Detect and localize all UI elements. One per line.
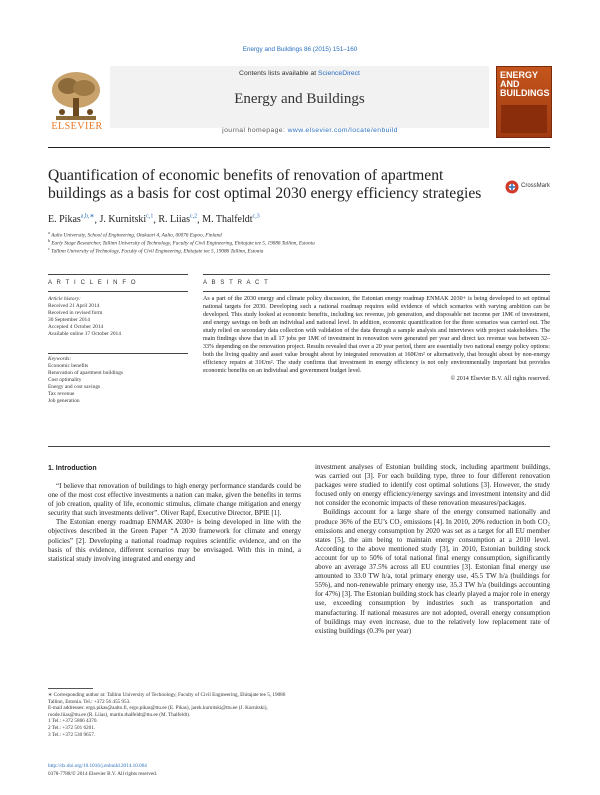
keyword: Energy and cost savings [48, 384, 101, 390]
body-paragraph: investment analyses of Estonian building stock, including apartment buildings, was carried out [3]. For each building type, three to four different renovation packages were studied to identify cost optimal solutions [3]. However, the study focused only on energy efficiency/energy savings and investment intensity and did not consider the economic impacts of these renovation measures/packages. [315, 463, 550, 508]
keyword: Job generation [48, 398, 80, 404]
history-label: Article history: [48, 296, 81, 302]
cover-image-block [501, 105, 547, 133]
body-right-column [315, 463, 550, 636]
footnotes [48, 692, 301, 738]
keyword: Renovation of apartment buildings [48, 370, 124, 376]
body-paragraph: The Estonian energy roadmap ENMAK 2030+ is being developed in line with the objectives described in the Green Paper “A 2030 framework for climate and energy policies” [2]. Developing a national roadmap requires scientific evidence, and on the basis of this evidence, different scenarios may be envisaged. With this in mind, a statistical study involving integrated and energy and [48, 518, 301, 563]
journal-cover-thumbnail [496, 66, 552, 138]
article-info-heading: A R T I C L E I N F O [48, 280, 138, 286]
contents-prefix: Contents lists available at [239, 70, 319, 77]
footnote: ∗ Corresponding author at: Tallinn University of Technology, Faculty of Civil Engineering, Ehitajate tee 5, 19086 Tallinn, Estonia. Tel.: +372 56 455 953. [48, 692, 286, 705]
header-divider [48, 147, 550, 148]
article-title: Quantification of economic benefits of renovation of apartment buildings as a basis for cost optimal 2030 energy efficiency strategies [48, 167, 482, 202]
footnote: 2 Tel.: +372 501 6201. [48, 724, 96, 731]
abstract-copyright: © 2014 Elsevier B.V. All rights reserved. [450, 376, 550, 383]
author-3[interactable]: M. Thalfeldt$^{c,3}$ [202, 214, 260, 226]
info-rule-top [48, 274, 188, 275]
history-item: Received 21 April 2014 [48, 303, 100, 309]
affiliation-c: $^c$ Tallinn University of Technology, Faculty of Civil Engineering, Ehitajate tee 5, 19086 Tallinn, Estonia [48, 246, 264, 255]
footnote: 1 Tel.: +372 5866 4370. [48, 718, 98, 725]
body-paragraph: “I believe that renovation of buildings to high energy performance standards could be one of the most cost effective investments a nation can make, given the benefits in terms of job creation, quality of life, economic stimulus, climate change mitigation and energy security that such investments deliver”. Oliver Rapf, Executive Director, BPIE [1]. [48, 482, 301, 518]
history-item: Received in revised form [48, 310, 103, 316]
history-item: 30 September 2014 [48, 317, 90, 323]
article-history [48, 296, 188, 338]
history-item: Accepted 4 October 2014 [48, 324, 104, 330]
crossmark-badge[interactable] [505, 180, 551, 194]
info-rule-sep [48, 353, 188, 354]
publisher-wordmark: ELSEVIER [51, 121, 103, 132]
doi-link[interactable]: http://dx.doi.org/10.1016/j.enbuild.2014.10.004 [48, 763, 147, 769]
author-0[interactable]: E. Pikas$^{a,b,∗}$ [48, 214, 95, 226]
footnote: E-mail addresses: ergo.pikas@aalto.fi, ergo.pikas@ttu.ee (E. Pikas), jarek.kurnitski@ttu.ee (J. Kurnitski), roode.liias@ttu.ee (R. Liias), martin.thalfeldt@ttu.ee (M. Thalfeldt). [48, 705, 268, 718]
footnote: 3 Tel.: +372 530 9657. [48, 731, 96, 738]
sciencedirect-link[interactable]: ScienceDirect [318, 70, 360, 77]
issn-copyright: 0378-7788/© 2014 Elsevier B.V. All rights reserved. [48, 771, 158, 777]
journal-homepage [155, 127, 465, 134]
abstract-rule-mid [203, 291, 550, 292]
keyword: Economic benefits [48, 363, 89, 369]
author-2[interactable]: R. Liias$^{c,2}$ [158, 214, 198, 226]
footnote-rule [48, 688, 93, 689]
affiliation-b: $^b$ Early Stage Researcher, Tallinn University of Technology, Faculty of Civil Engineering, Ehitajate tee 5, 19086 Tallinn, Estonia [48, 238, 315, 247]
elsevier-tree-logo [48, 68, 104, 126]
keyword: Tax revenue [48, 391, 75, 397]
author-1[interactable]: J. Kurnitski$^{c,1}$ [99, 214, 154, 226]
keyword: Cost optimality [48, 377, 82, 383]
history-item: Available online 17 October 2014 [48, 331, 121, 337]
abstract-rule-top [203, 274, 550, 275]
section-heading-introduction: 1. Introduction [48, 465, 97, 472]
homepage-link[interactable]: www.elsevier.com/locate/enbuild [287, 127, 398, 134]
crossmark-label: CrossMark [521, 183, 551, 189]
info-rule-mid [48, 291, 188, 292]
journal-reference[interactable]: Energy and Buildings 86 (2015) 151–160 [242, 46, 358, 53]
abstract-body [203, 295, 550, 384]
body-paragraph: Buildings account for a large share of the energy consumed nationally and produce 36% of the EU’s CO₂ emissions [4]. In 2010, 20% reduction in both CO₂ emissions and energy consumption by 2020 was set as a target for all EU member states [5], the aim being to maintain energy consumption at a 2010 level. According to the above mentioned study [3], in 2010, Estonian building stock account for up to 50% of total national final energy consumption, significantly above an average 37.5% across all EU countries [3]. Estonian final energy use amounted to 33.0 TW h/a, total primary energy use, 45.5 TW h/a (buildings for 55%), and non-renewable primary energy use, 35.3 TW h/a (buildings accounting for 47%) [3]. The Estonian building stock has clearly played a major role in energy use, exceeding consumption by industries such as transportation and manufacturing. If national measures are not adopted, overall energy consumption of buildings may even increase, due to the relatively low replacement rate of existing buildings (0.3% per year) [315, 508, 550, 635]
contents-line [110, 70, 489, 77]
body-left-column [48, 482, 301, 564]
keywords [48, 356, 188, 405]
abstract-heading: A B S T R A C T [203, 280, 270, 286]
cover-title: ENERGY AND BUILDINGS [500, 70, 550, 98]
abstract-rule-bottom [48, 446, 550, 447]
author-list: E. Pikas$^{a,b,∗}$, J. Kurnitski$^{c,1}$, R. Liias$^{c,2}$, M. Thalfeldt$^{c,3}$ [48, 214, 260, 226]
crossmark-icon [505, 180, 519, 194]
abstract-text: As a part of the 2030 energy and climate policy discussion, the Estonian energy roadmap ENMAK 2030+ is being developed to set optimal national targets for 2030. Developing such a national roadmap requires solid evidence of which scenarios with varying ambition can be developed. This study looked at economic benefits, including tax revenue, job generation, and disposable net income per 1M€ of investment, and energy savings on both an individual and national level. In addition, economic quantification for the three scenarios was carried out. The study relied on secondary data collection with validation of the data through a sample analysis and interviews with project stakeholders. The main findings show that in all 17 jobs per 1M€ of investment in renovation were generated per year and direct tax revenue was between 32–33% depending on the renovation project. Results revealed that over a 20 year period, there are essentially two national energy policy options: both the living quality and asset value brought about by integrated renovation at 160€/m² or alternatively, that brought about by non-energy efficiency repairs at 31€/m². The study confirms that investment in energy efficiency is not only environmentally important but provides economic benefits on an individual and government budget level. [203, 296, 550, 375]
homepage-label: journal homepage: [222, 127, 288, 134]
keywords-label: Keywords: [48, 356, 72, 362]
affiliation-a: $^a$ Aalto University, School of Engineering, Otakaari 4, Aalto, 00076 Espoo, Finland [48, 230, 222, 239]
journal-title: Energy and Buildings [234, 91, 365, 107]
